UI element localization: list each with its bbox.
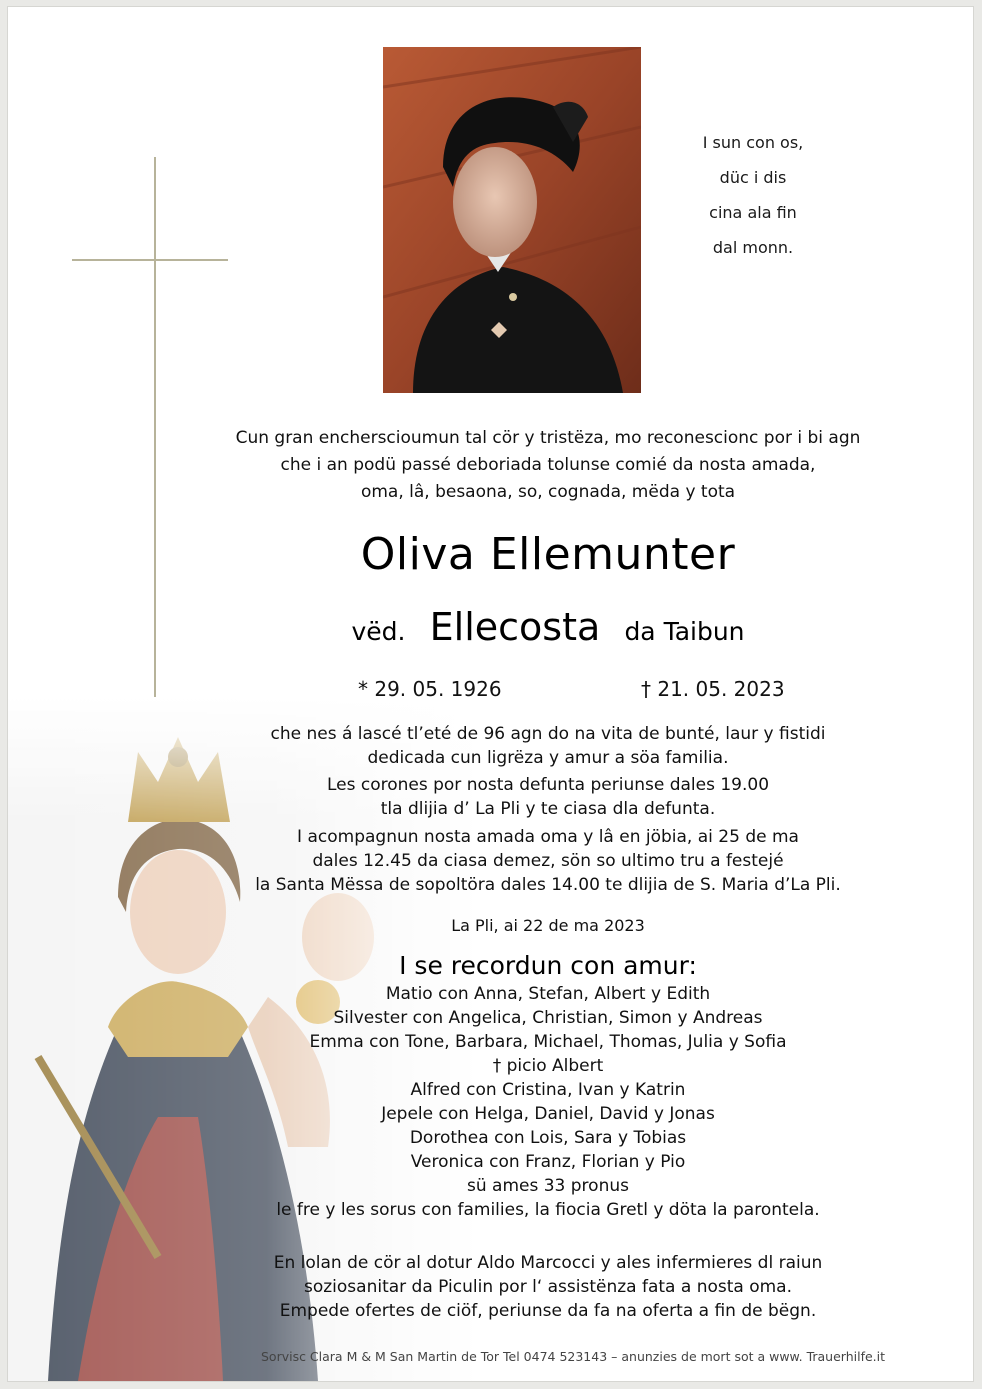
rosary-paragraph: [188, 773, 908, 821]
thanks-paragraph: [188, 1251, 908, 1323]
poem-line: dal monn.: [712, 238, 794, 257]
mourner-line: Jepele con Helga, Daniel, David y Jonas: [381, 1104, 715, 1124]
obituary-page: [7, 6, 974, 1382]
funeral-line: dales 12.45 da ciasa demez, sön so ultimo tru a festejé: [312, 851, 784, 871]
intro-text: [188, 425, 908, 506]
mourner-line: Silvester con Angelica, Christian, Simon y Andreas: [333, 1008, 763, 1028]
funeral-line: la Santa Mëssa de sopoltöra dales 14.00 te dlijia de S. Maria d’La Pli.: [255, 875, 841, 895]
life-line: che nes á lascé tl’eté de 96 agn do na vita de bunté, laur y fistidi: [270, 724, 826, 744]
origin: da Taibun: [624, 617, 745, 646]
mourner-line: † picio Albert: [492, 1056, 604, 1076]
mourner-line: Veronica con Franz, Florian y Pio: [410, 1152, 686, 1172]
mourner-line: Emma con Tone, Barbara, Michael, Thomas, Julia y Sofia: [309, 1032, 787, 1052]
poem-line: I sun con os,: [702, 133, 804, 152]
place-date: La Pli, ai 22 de ma 2023: [451, 916, 645, 935]
birth-date: * 29. 05. 1926: [358, 677, 502, 701]
poem-line: düc i dis: [719, 168, 787, 187]
life-paragraph: [188, 722, 908, 770]
intro-line: Cun gran encherscioumun tal cör y tristëza, mo reconescionc por i bi agn: [235, 428, 861, 448]
poem-line: cina ala fin: [709, 203, 797, 222]
intro-line: che i an podü passé deboriada tolunse comié da nosta amada,: [280, 455, 816, 475]
intro-line: oma, lâ, besaona, so, cognada, mëda y tota: [360, 482, 736, 502]
portrait-photo: [383, 47, 641, 393]
poem: [648, 125, 858, 265]
rosary-line: Les corones por nosta defunta periunse dales 19.00: [326, 775, 770, 795]
thanks-line: Empede ofertes de ciöf, periunse da fa na oferta a fin de bëgn.: [279, 1301, 817, 1321]
mourner-line: Alfred con Cristina, Ivan y Katrin: [410, 1080, 686, 1100]
death-date: † 21. 05. 2023: [641, 677, 785, 701]
funeral-line: I acompagnun nosta amada oma y lâ en jöbia, ai 25 de ma: [297, 827, 799, 847]
funeral-paragraph: [188, 825, 908, 897]
married-name: Ellecosta: [429, 605, 601, 649]
widow-prefix: vëd.: [351, 617, 406, 646]
deceased-name: Oliva Ellemunter: [360, 529, 736, 580]
life-line: dedicada cun ligrëza y amur a söa familia.: [367, 748, 729, 768]
footer-service-info: Sorvisc Clara M & M San Martin de Tor Tel 0474 523143 – anunzies de mort sot a www. Trauerhilfe.it: [260, 1349, 886, 1364]
mourner-line: sü ames 33 pronus: [467, 1176, 629, 1196]
mourners-heading: I se recordun con amur:: [399, 951, 697, 980]
mourners-list: [188, 982, 908, 1222]
thanks-line: soziosanitar da Piculin por l‘ assistënza fata a nosta oma.: [304, 1277, 792, 1297]
mourner-line: Dorothea con Lois, Sara y Tobias: [409, 1128, 687, 1148]
thanks-line: En lolan de cör al dotur Aldo Marcocci y ales infermieres dl raiun: [273, 1253, 823, 1273]
married-name-line: [188, 603, 908, 656]
cross-horizontal-bar: [72, 259, 228, 261]
rosary-line: tla dlijia d’ La Pli y te ciasa dla defunta.: [380, 799, 716, 819]
cross-vertical-bar: [154, 157, 156, 714]
mourner-line: Matio con Anna, Stefan, Albert y Edith: [385, 984, 711, 1004]
mourner-line: le fre y les sorus con families, la fiocia Gretl y döta la parontela.: [276, 1200, 820, 1220]
